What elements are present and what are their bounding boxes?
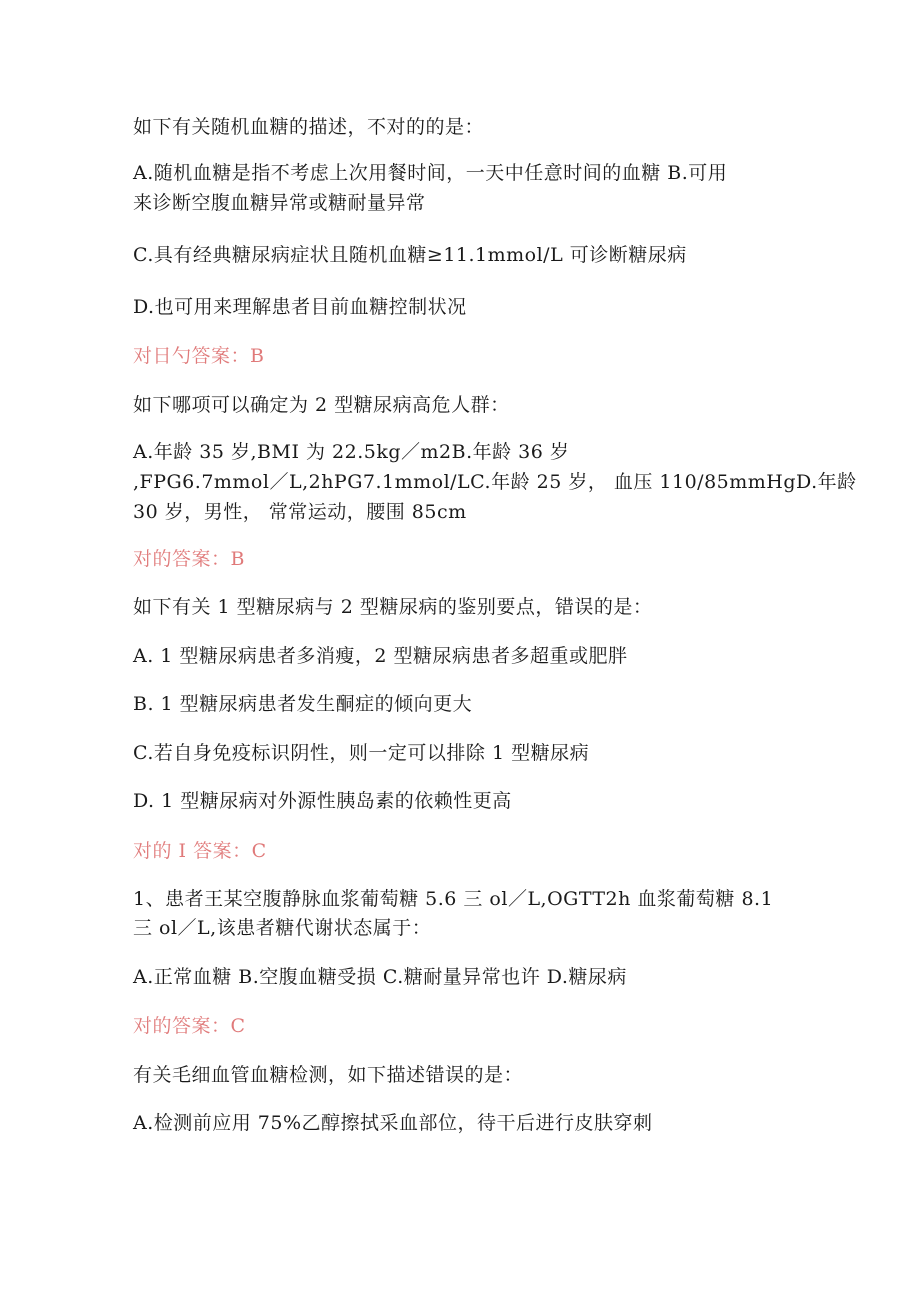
answer-text: 对的 I 答案：C	[133, 840, 267, 862]
option-text: A.随机血糖是指不考虑上次用餐时间，一天中任意时间的血糖 B.可用	[133, 162, 728, 184]
answer-text: 对的答案：C	[133, 1015, 246, 1037]
option-text: A.检测前应用 75%乙醇擦拭采血部位，待干后进行皮肤穿刺	[133, 1112, 653, 1134]
question-stem: 如下有关 1 型糖尿病与 2 型糖尿病的鉴别要点，错误的是：	[133, 596, 653, 618]
question-stem: 三 ol／L,该患者糖代谢状态属于：	[133, 917, 432, 939]
option-text: A.正常血糖 B.空腹血糖受损 C.糖耐量异常也许 D.糖尿病	[133, 966, 627, 988]
option-text: 来诊断空腹血糖异常或糖耐量异常	[133, 192, 426, 214]
question-stem: 有关毛细血管血糖检测，如下描述错误的是：	[133, 1064, 524, 1086]
question-stem: 1、患者王某空腹静脉血浆葡萄糖 5.6 三 ol／L,OGTT2h 血浆葡萄糖 8.1	[133, 888, 774, 910]
option-text: D. 1 型糖尿病对外源性胰岛素的依赖性更高	[133, 790, 512, 812]
option-text: B. 1 型糖尿病患者发生酮症的倾向更大	[133, 693, 473, 715]
answer-text: 对的答案：B	[133, 548, 245, 570]
option-text: A. 1 型糖尿病患者多消瘦，2 型糖尿病患者多超重或肥胖	[133, 645, 628, 667]
answer-text: 对日勺答案：B	[133, 345, 265, 367]
option-text: ,FPG6.7mmol／L,2hPG7.1mmol/LC.年龄 25 岁， 血压 110/85mmHgD.年龄	[133, 471, 857, 493]
question-stem: 如下哪项可以确定为 2 型糖尿病高危人群：	[133, 394, 510, 416]
option-text: D.也可用来理解患者目前血糖控制状况	[133, 296, 467, 318]
option-text: A.年龄 35 岁,BMI 为 22.5kg／m2B.年龄 36 岁	[133, 441, 570, 463]
option-text: C.具有经典糖尿病症状且随机血糖≥11.1mmol/L 可诊断糖尿病	[133, 244, 687, 266]
question-stem: 如下有关随机血糖的描述，不对的的是：	[133, 116, 485, 138]
option-text: 30 岁，男性， 常常运动，腰围 85cm	[133, 501, 467, 523]
option-text: C.若自身免疫标识阴性，则一定可以排除 1 型糖尿病	[133, 742, 590, 764]
